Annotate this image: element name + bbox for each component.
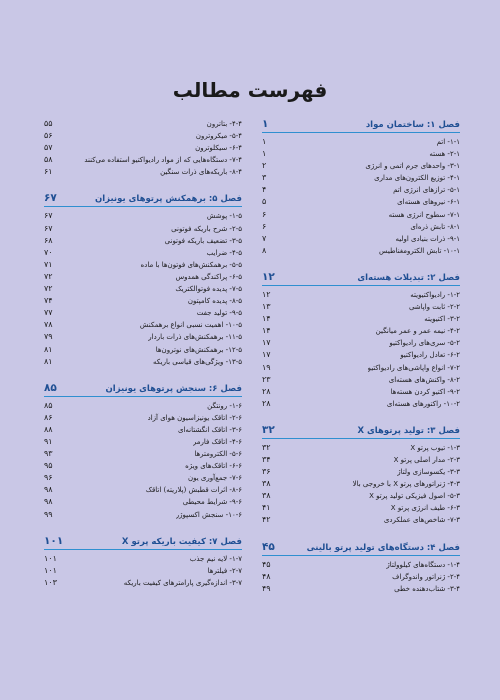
toc-entry[interactable] xyxy=(44,448,242,460)
toc-entry[interactable] xyxy=(262,172,460,184)
toc-entry-page: ۵۸ xyxy=(44,155,53,165)
chapter-section xyxy=(262,118,460,257)
toc-entry-page: ۹۶ xyxy=(44,473,53,483)
chapter-title: فصل ۷: کیفیت باریکه پرتو X xyxy=(121,536,242,547)
toc-entry-title: ۲-۲- ثابت واپاشی xyxy=(408,303,460,312)
chapter-title: فصل ۴: دستگاه‌های تولید پرتو بالینی xyxy=(306,542,460,553)
chapter-section xyxy=(44,118,242,178)
chapter-page-number: ۱۲ xyxy=(262,270,275,283)
toc-entry-title: ۴-۲- نیمه عمر و عمر میانگین xyxy=(375,327,460,336)
toc-entry[interactable] xyxy=(44,235,242,247)
toc-entry-title: ۶-۴- سیکلوترون xyxy=(195,144,242,153)
toc-entry[interactable] xyxy=(44,400,242,412)
toc-entry-page: ۶۱ xyxy=(44,167,53,177)
toc-entry[interactable] xyxy=(262,442,460,454)
toc-entry[interactable] xyxy=(262,362,460,374)
toc-entry-page: ۸۶ xyxy=(44,412,53,422)
toc-entry[interactable] xyxy=(44,484,242,496)
toc-entry[interactable] xyxy=(262,196,460,208)
toc-entry[interactable] xyxy=(262,233,460,245)
toc-entry-title: ۶-۲- تعادل رادیواکتیو xyxy=(400,351,460,360)
toc-entry-page: ۲۸ xyxy=(262,386,271,396)
toc-entry-title: ۷-۶- جمع‌آوری یون xyxy=(187,474,242,483)
toc-entry[interactable] xyxy=(262,374,460,386)
toc-entry-title: ۷-۵- پدیده فوتوالکتریک xyxy=(175,285,242,294)
toc-entry[interactable] xyxy=(44,142,242,154)
toc-entry-title: ۸-۵- پدیده کامپتون xyxy=(187,297,242,306)
toc-entry-page: ۷۱ xyxy=(44,259,53,269)
toc-entry[interactable] xyxy=(44,118,242,130)
toc-entry-title: ۵-۵- برهمکنش‌های فوتون‌ها با ماده xyxy=(140,260,242,269)
toc-entry-page: ۶ xyxy=(262,209,267,219)
chapter-section xyxy=(44,382,242,521)
toc-entry-page: ۴۲ xyxy=(262,515,271,525)
toc-entry[interactable] xyxy=(262,148,460,160)
toc-entry-page: ۱۹ xyxy=(262,362,271,372)
toc-entry[interactable] xyxy=(44,472,242,484)
toc-entry[interactable] xyxy=(262,245,460,257)
toc-entry-page: ۱۷ xyxy=(262,338,271,348)
toc-entry[interactable] xyxy=(262,289,460,301)
toc-entry-title: ۹-۶- شرایط محیطی xyxy=(182,498,242,507)
toc-entry-page: ۷۴ xyxy=(44,296,53,306)
chapter-page-number: ۳۲ xyxy=(262,423,275,436)
toc-entry-page: ۱۲ xyxy=(262,289,271,299)
toc-entry[interactable] xyxy=(44,295,242,307)
toc-entry[interactable] xyxy=(44,283,242,295)
toc-entry-page: ۸ xyxy=(262,245,267,255)
toc-entry-page: ۱۰۱ xyxy=(44,553,57,563)
toc-entry[interactable] xyxy=(44,509,242,521)
page-title: فهرست مطالب xyxy=(172,78,328,102)
chapter-section xyxy=(262,424,460,527)
toc-entry-page: ۹۸ xyxy=(44,497,53,507)
toc-entry-page: ۱۴ xyxy=(262,314,271,324)
toc-entry-title: ۴-۳- ژنراتورهای پرتو X با خروجی بالا xyxy=(352,480,460,489)
toc-entry-title: ۲-۶- اتاقک یونیزاسیون هوای آزاد xyxy=(147,413,242,422)
toc-entry-page: ۱ xyxy=(262,137,267,146)
toc-entry[interactable] xyxy=(262,184,460,196)
toc-entry-page: ۱۷ xyxy=(262,350,271,360)
toc-entry-page: ۳۶ xyxy=(262,467,271,477)
toc-entry-page: ۲۳ xyxy=(262,374,271,384)
toc-entry-page: ۸۱ xyxy=(44,344,53,354)
toc-entry[interactable] xyxy=(44,424,242,436)
toc-entry-title: ۱-۲- رادیواکتیویته xyxy=(410,290,460,299)
toc-entry[interactable] xyxy=(44,154,242,166)
toc-entry-title: ۴-۱- توزیع الکترون‌های مداری xyxy=(374,174,460,183)
chapter-page-number: ۱ xyxy=(262,118,269,130)
toc-entry-page: ۴ xyxy=(262,185,267,195)
toc-entry-title: ۳-۲- اکتیویته xyxy=(424,315,460,324)
toc-entry-title: ۱-۱- اتم xyxy=(436,138,460,146)
toc-entry-title: ۶-۵- پراکندگی همدوس xyxy=(175,272,242,281)
toc-entry-title: ۷-۲- انواع واپاشی‌های رادیواکتیو xyxy=(367,363,460,372)
chapter-heading[interactable] xyxy=(262,541,460,556)
toc-entry-page: ۸۱ xyxy=(44,356,53,366)
toc-entry-page: ۷۲ xyxy=(44,284,53,294)
toc-entry-page: ۳۸ xyxy=(262,491,271,501)
toc-entry-page: ۸۸ xyxy=(44,424,53,434)
chapter-heading[interactable] xyxy=(262,271,460,286)
toc-entry-title: ۱۱-۵- برهمکنش‌های ذرات باردار xyxy=(148,333,242,342)
chapter-heading[interactable] xyxy=(44,192,242,207)
toc-entry-title: ۸-۶- اثرات قطبش (پلاریته) اتاقک xyxy=(145,486,242,495)
toc-entry-page: ۷۹ xyxy=(44,332,53,342)
chapter-title: فصل ۳: تولید پرتوهای X xyxy=(357,425,460,436)
toc-entry[interactable] xyxy=(44,565,242,577)
toc-entry[interactable] xyxy=(262,583,460,595)
toc-entry-title: ۷-۱- سطوح انرژی هسته xyxy=(388,210,460,219)
toc-entry[interactable] xyxy=(262,325,460,337)
toc-entry-page: ۷۸ xyxy=(44,320,53,330)
toc-entry[interactable] xyxy=(262,559,460,571)
toc-entry-page: ۴۹ xyxy=(262,583,271,593)
toc-entry[interactable] xyxy=(262,466,460,478)
chapter-section xyxy=(44,192,242,367)
toc-entry-title: ۸-۱- تابش ذره‌ای xyxy=(410,222,460,231)
toc-entry-title: ۳-۷- اندازه‌گیری پارامترهای کیفیت باریکه xyxy=(123,578,242,587)
toc-entry-page: ۳ xyxy=(262,173,267,183)
toc-entry-page: ۶۷ xyxy=(44,211,53,221)
toc-entry[interactable] xyxy=(44,496,242,508)
chapter-section xyxy=(262,541,460,595)
toc-entry[interactable] xyxy=(44,344,242,356)
chapter-heading[interactable] xyxy=(262,118,460,133)
toc-entry-title: ۱۰-۲- راکتورهای هسته‌ای xyxy=(386,399,460,408)
toc-entry[interactable] xyxy=(44,577,242,589)
toc-entry-page: ۹۹ xyxy=(44,509,53,519)
toc-entry-title: ۳-۴- شتاب‌دهنده خطی xyxy=(394,584,460,593)
chapter-title: فصل ۶: سنجش پرتوهای یونیزان xyxy=(105,383,242,394)
toc-column-left xyxy=(44,118,242,603)
toc-entry-title: ۳-۳- یکسوسازی ولتاژ xyxy=(397,468,460,477)
toc-entry[interactable] xyxy=(44,223,242,235)
toc-entry-title: ۳-۱- واحدهای جرم اتمی و انرژی xyxy=(365,162,460,171)
chapter-page-number: ۱۰۱ xyxy=(44,534,64,547)
toc-entry-title: ۱-۷- لایه نیم جذب xyxy=(189,554,242,563)
toc-entry[interactable] xyxy=(44,130,242,142)
toc-entry-title: ۲-۵- شرح باریکه فوتونی xyxy=(171,224,242,233)
toc-entry-page: ۱۰۳ xyxy=(44,577,57,587)
toc-entry-title: ۴-۴- بتاترون xyxy=(206,120,242,128)
toc-entry-page: ۷۲ xyxy=(44,271,53,281)
toc-entry[interactable] xyxy=(44,356,242,368)
toc-entry-title: ۵-۶- الکترومترها xyxy=(194,450,242,459)
toc-entry[interactable] xyxy=(262,386,460,398)
toc-entry-page: ۶ xyxy=(262,221,267,231)
toc-entry-page: ۹۵ xyxy=(44,461,53,471)
chapter-title: فصل ۵: برهمکنش پرتوهای یونیزان xyxy=(95,194,242,205)
toc-entry[interactable] xyxy=(262,478,460,490)
toc-entry[interactable] xyxy=(44,319,242,331)
chapter-heading[interactable] xyxy=(44,535,242,550)
toc-entry-page: ۸۵ xyxy=(44,400,53,410)
toc-entry[interactable] xyxy=(44,166,242,178)
toc-entry-page: ۱۴ xyxy=(262,326,271,336)
toc-entry-title: ۱۳-۵- ویژگی‌های قیاسی باریکه xyxy=(153,357,242,366)
toc-entry-title: ۴-۶- اتاقک فارمر xyxy=(192,437,242,446)
chapter-section xyxy=(44,535,242,589)
toc-entry-title: ۶-۳- طیف انرژی پرتو X xyxy=(390,504,460,513)
toc-entry-title: ۸-۲- واکنش‌های هسته‌ای xyxy=(388,375,460,384)
chapter-section xyxy=(262,271,460,410)
toc-entry[interactable] xyxy=(44,553,242,565)
chapter-page-number: ۶۷ xyxy=(44,192,57,205)
toc-entry-page: ۳۴ xyxy=(262,454,271,464)
toc-entry[interactable] xyxy=(262,160,460,172)
toc-entry-page: ۵۶ xyxy=(44,131,53,141)
toc-entry[interactable] xyxy=(262,490,460,502)
toc-entry[interactable] xyxy=(262,337,460,349)
toc-entry-title: ۱۰-۵- اهمیت نسبی انواع برهمکنش xyxy=(139,321,242,330)
toc-entry-title: ۵-۳- اصول فیزیکی تولید پرتو X xyxy=(369,492,460,501)
toc-entry[interactable] xyxy=(44,460,242,472)
toc-entry-title: ۱-۵- پوشش xyxy=(206,212,242,221)
chapter-title: فصل ۲: تبدیلات هسته‌ای xyxy=(357,272,460,283)
toc-entry-page: ۳۲ xyxy=(262,442,271,452)
toc-entry-page: ۷ xyxy=(262,233,267,243)
toc-entry[interactable] xyxy=(44,436,242,448)
toc-entry[interactable] xyxy=(262,301,460,313)
toc-entry[interactable] xyxy=(262,514,460,526)
toc-entry-page: ۶۷ xyxy=(44,223,53,233)
toc-entry-page: ۶۸ xyxy=(44,235,53,245)
toc-entry-title: ۵-۱- ترازهای انرژی اتم xyxy=(393,186,460,195)
toc-entry[interactable] xyxy=(44,259,242,271)
toc-entry-title: ۹-۵- تولید جفت xyxy=(196,309,242,318)
toc-entry-title: ۱۰-۶- سنجش اکسپوژر xyxy=(175,510,242,519)
toc-entry-title: ۹-۲- اکتیو کردن هسته‌ها xyxy=(390,387,460,396)
toc-entry[interactable] xyxy=(262,313,460,325)
toc-entry[interactable] xyxy=(44,247,242,259)
toc-entry-page: ۵۷ xyxy=(44,143,53,153)
toc-entry[interactable] xyxy=(262,502,460,514)
toc-entry[interactable] xyxy=(44,271,242,283)
chapter-heading[interactable] xyxy=(44,382,242,397)
toc-entry-page: ۲ xyxy=(262,161,267,171)
toc-entry-title: ۳-۵- تضعیف باریکه فوتونی xyxy=(164,236,242,245)
toc-entry-page: ۹۳ xyxy=(44,449,53,459)
toc-entry-page: ۹۱ xyxy=(44,436,53,446)
chapter-page-number: ۴۵ xyxy=(262,540,275,553)
toc-entry-title: ۶-۱- نیروهای هسته‌ای xyxy=(397,198,460,207)
toc-entry-title: ۱-۶- رونتگن xyxy=(207,401,242,410)
toc-entry-page: ۴۸ xyxy=(262,571,271,581)
toc-entry-page: ۴۵ xyxy=(262,559,271,569)
toc-entry-page: ۹۸ xyxy=(44,485,53,495)
toc-entry-title: ۵-۲- سری‌های رادیواکتیو xyxy=(389,339,460,348)
toc-column-right xyxy=(262,118,460,609)
toc-entry-page: ۱۳ xyxy=(262,302,271,312)
toc-entry[interactable] xyxy=(44,307,242,319)
toc-entry[interactable] xyxy=(262,398,460,410)
toc-entry[interactable] xyxy=(262,209,460,221)
toc-entry-page: ۷۷ xyxy=(44,308,53,318)
toc-entry[interactable] xyxy=(262,136,460,148)
chapter-page-number: ۸۵ xyxy=(44,381,57,394)
toc-entry[interactable] xyxy=(44,210,242,222)
toc-entry-title: ۱-۳- تیوب پرتو X xyxy=(410,443,460,452)
toc-entry[interactable] xyxy=(44,331,242,343)
toc-entry-title: ۲-۱- هسته xyxy=(429,150,460,159)
toc-entry[interactable] xyxy=(44,412,242,424)
toc-entry-title: ۲-۷- فیلترها xyxy=(207,566,242,575)
toc-entry[interactable] xyxy=(262,221,460,233)
toc-entry-page: ۵ xyxy=(262,197,267,207)
toc-entry-page: ۷۰ xyxy=(44,247,53,257)
toc-entry-title: ۴-۵- ضرایب xyxy=(206,248,242,257)
toc-entry-title: ۲-۳- مدار اصلی پرتو X xyxy=(393,455,460,464)
toc-entry-page: ۱ xyxy=(262,149,267,159)
toc-entry[interactable] xyxy=(262,454,460,466)
toc-entry-title: ۶-۶- اتاقک‌های ویژه xyxy=(185,462,242,471)
toc-entry-page: ۱۰۱ xyxy=(44,565,57,575)
chapter-heading[interactable] xyxy=(262,424,460,439)
toc-entry-title: ۲-۴- ژنراتور واندوگراف xyxy=(392,572,460,581)
toc-entry-title: ۱-۴- دستگاه‌های کیلوولتاژ xyxy=(386,560,460,569)
toc-entry-title: ۸-۴- باریکه‌های ذرات سنگین xyxy=(160,168,242,177)
toc-entry-page: ۵۵ xyxy=(44,119,53,128)
toc-entry-title: ۵-۴- میکروترون xyxy=(195,132,242,141)
toc-entry-title: ۹-۱- ذرات بنیادی اولیه xyxy=(395,234,460,243)
toc-entry-page: ۲۸ xyxy=(262,398,271,408)
toc-entry-title: ۷-۳- شاخص‌های عملکردی xyxy=(383,516,460,525)
toc-entry-title: ۱۲-۵- برهمکنش‌های نوترون‌ها xyxy=(155,345,242,354)
toc-entry-page: ۳۸ xyxy=(262,479,271,489)
toc-entry[interactable] xyxy=(262,349,460,361)
toc-entry-title: ۷-۴- دستگاه‌هایی که از مواد رادیواکتیو استفاده می‌کنند xyxy=(84,156,242,165)
toc-entry-page: ۴۱ xyxy=(262,503,271,513)
toc-entry[interactable] xyxy=(262,571,460,583)
toc-entry-title: ۱۰-۱- تابش الکترومغناطیس xyxy=(378,246,460,255)
chapter-title: فصل ۱: ساختمان مواد xyxy=(365,120,460,130)
toc-entry-title: ۳-۶- اتاقک انگشتانه‌ای xyxy=(177,425,242,434)
